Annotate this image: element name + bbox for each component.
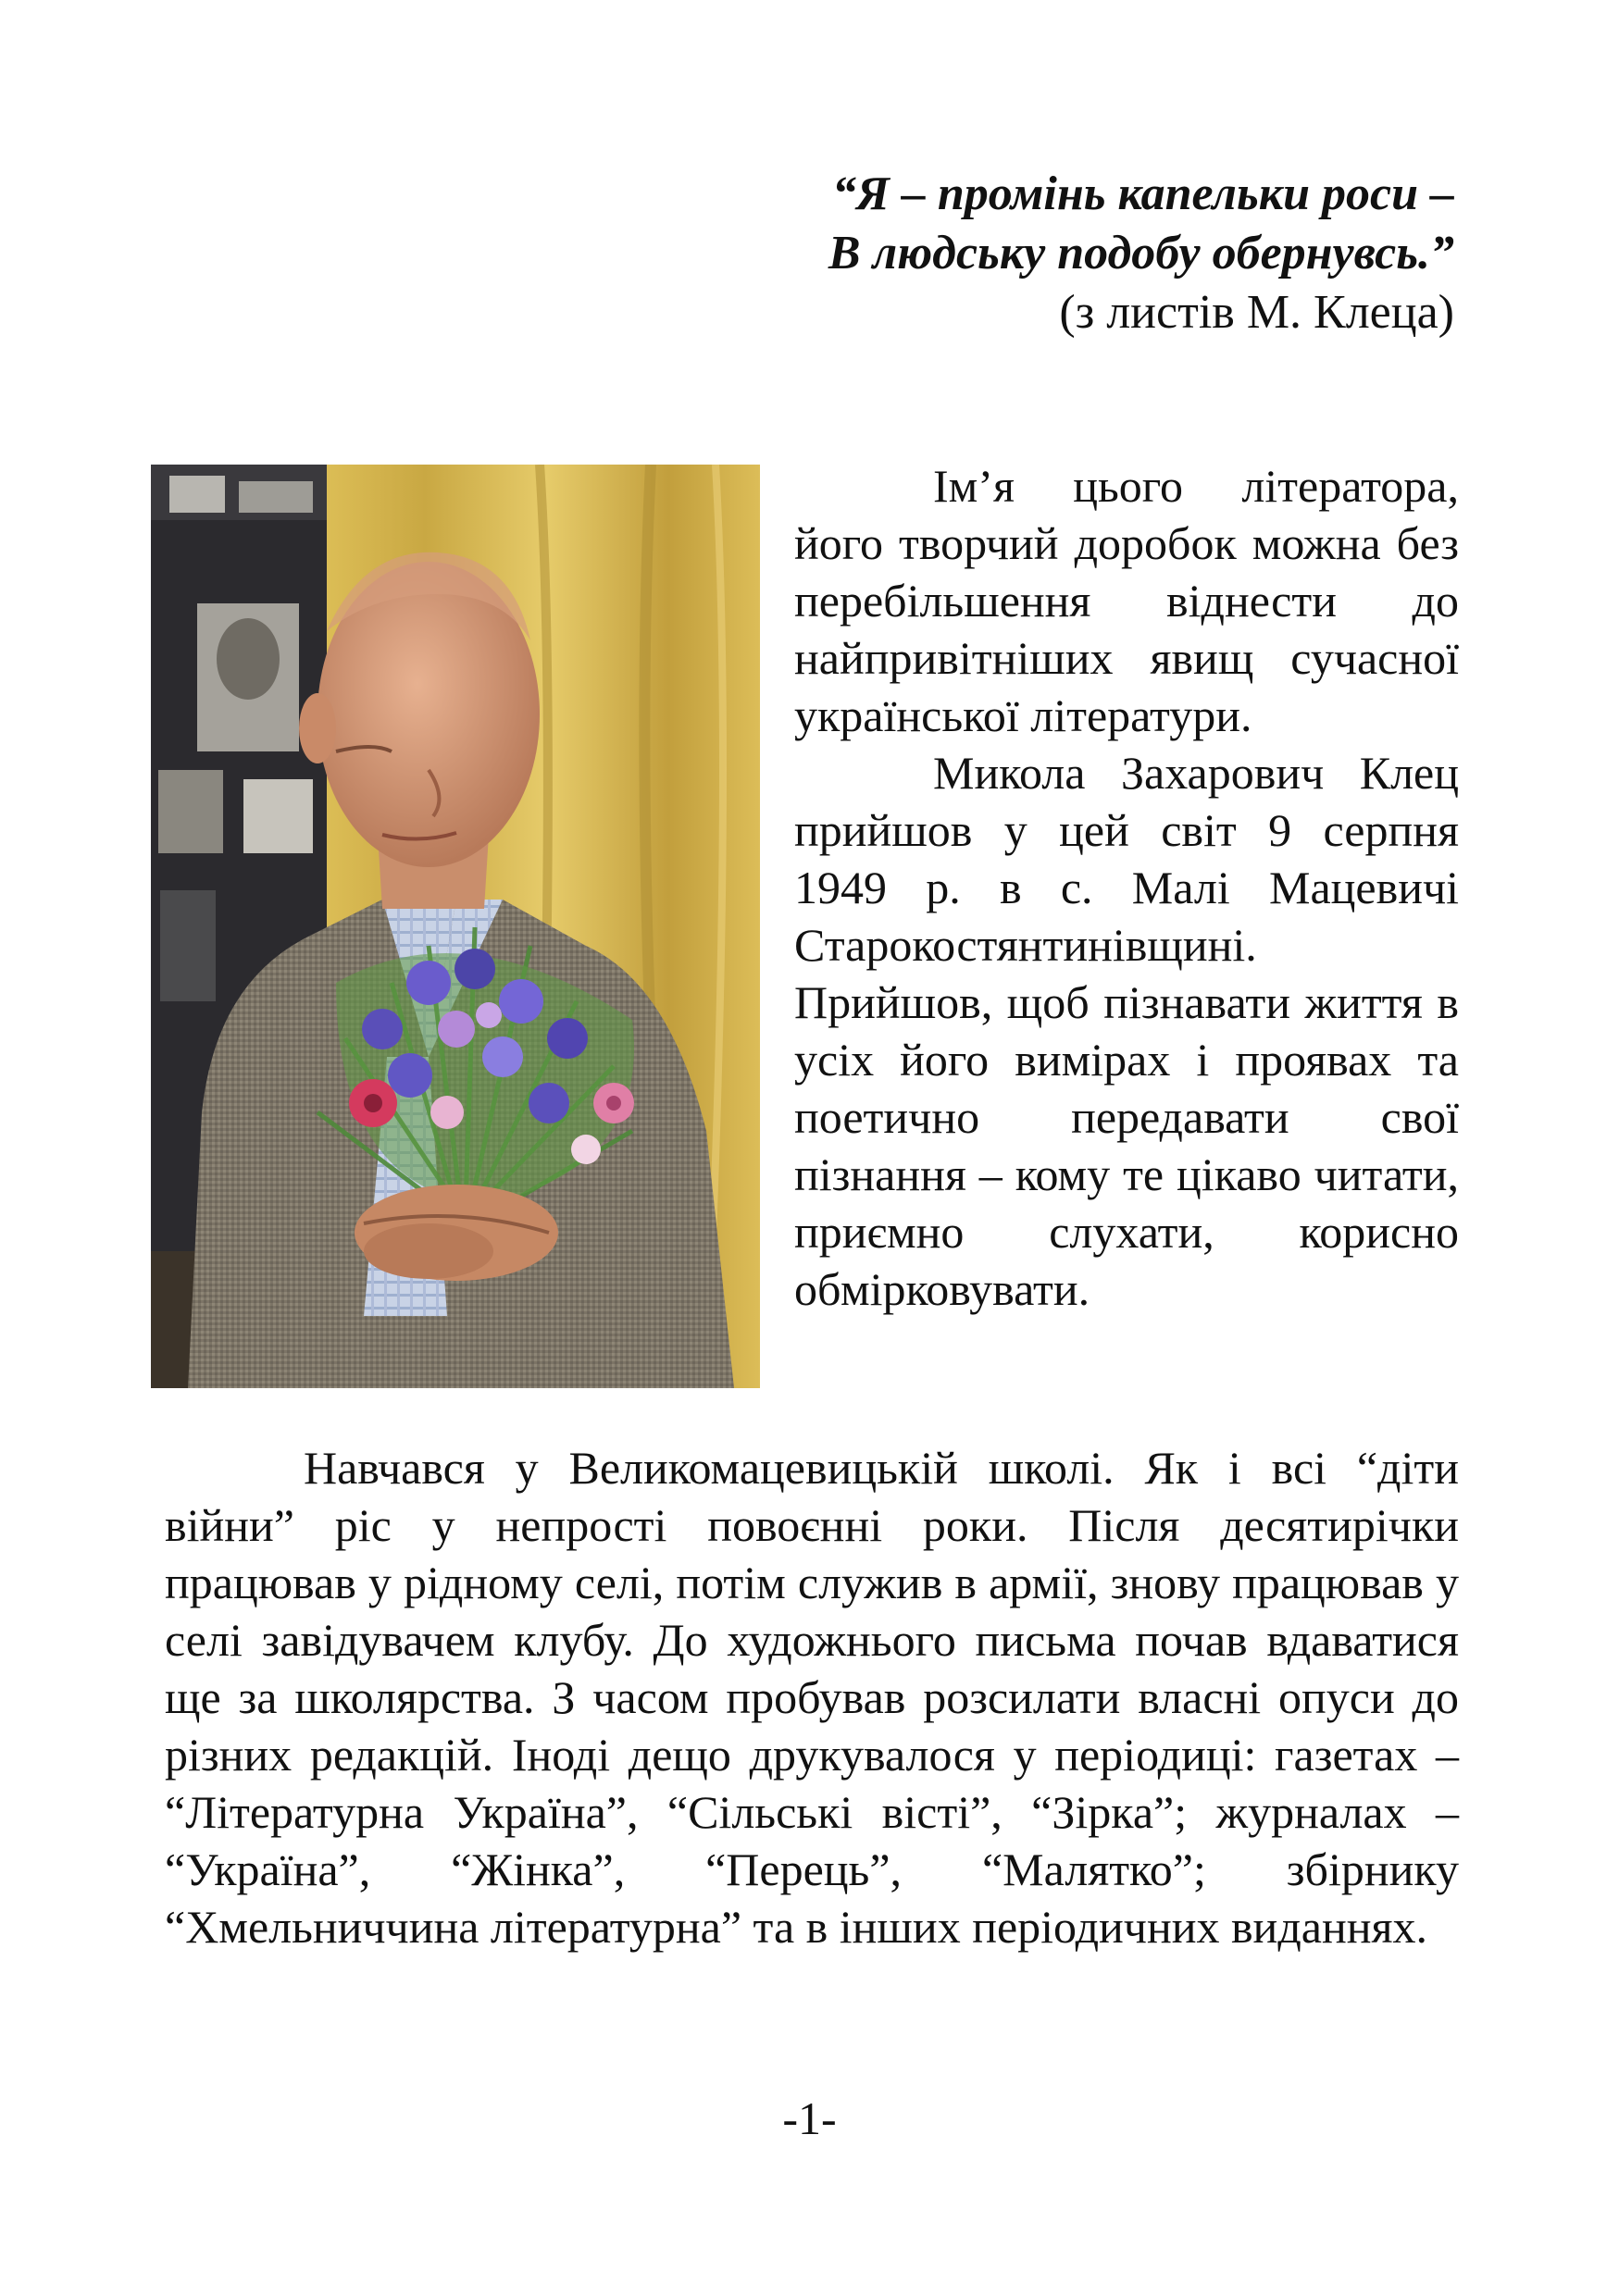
author-photo — [151, 465, 760, 1388]
epigraph-line-1: “Я – промінь капельки роси – — [832, 168, 1454, 220]
epigraph-source: (з листів М. Клеца) — [1059, 286, 1454, 339]
page-number: -1- — [782, 2092, 837, 2144]
text-column — [794, 457, 1459, 1318]
paragraph-intro: Ім’я цього літератора, його творчий доробок можна без перебільшення віднести до найпривітніших явищ сучасної української літератури. — [794, 460, 1459, 741]
paragraph-biography: Микола Захарович Клец прийшов у цей світ 9 серпня 1949 р. в с. Малі Мацевичі Старокостянтинівщині. Прийшов, щоб пізнавати життя в усіх його вимірах і проявах та поетично передавати свої пізнання – кому те цікаво читати, приємно слухати, корисно обмірковувати. — [794, 747, 1459, 1315]
text-full-width — [165, 1439, 1459, 1955]
epigraph-line-2: В людську подобу обернувсь.” — [828, 227, 1454, 279]
epigraph — [529, 165, 1454, 342]
paragraph-education: Навчався у Великомацевицькій школі. Як і всі “діти війни” ріс у непрості повоєнні роки. Після десятирічки працював у рідному селі, потім служив в армії, знову працював у селі завідувачем клубу. До художнього письма почав вдаватися ще за школярства. З часом пробував розсилати власні опуси до різних редакцій. Іноді дещо друкувалося у періодиці: газетах – “Літературна Україна”, “Сільські вісті”, “Зірка”; журналах – “Україна”, “Жінка”, “Перець”, “Малятко”; збірнику “Хмельниччина літературна” та в інших періодичних виданнях. — [165, 1442, 1459, 1953]
